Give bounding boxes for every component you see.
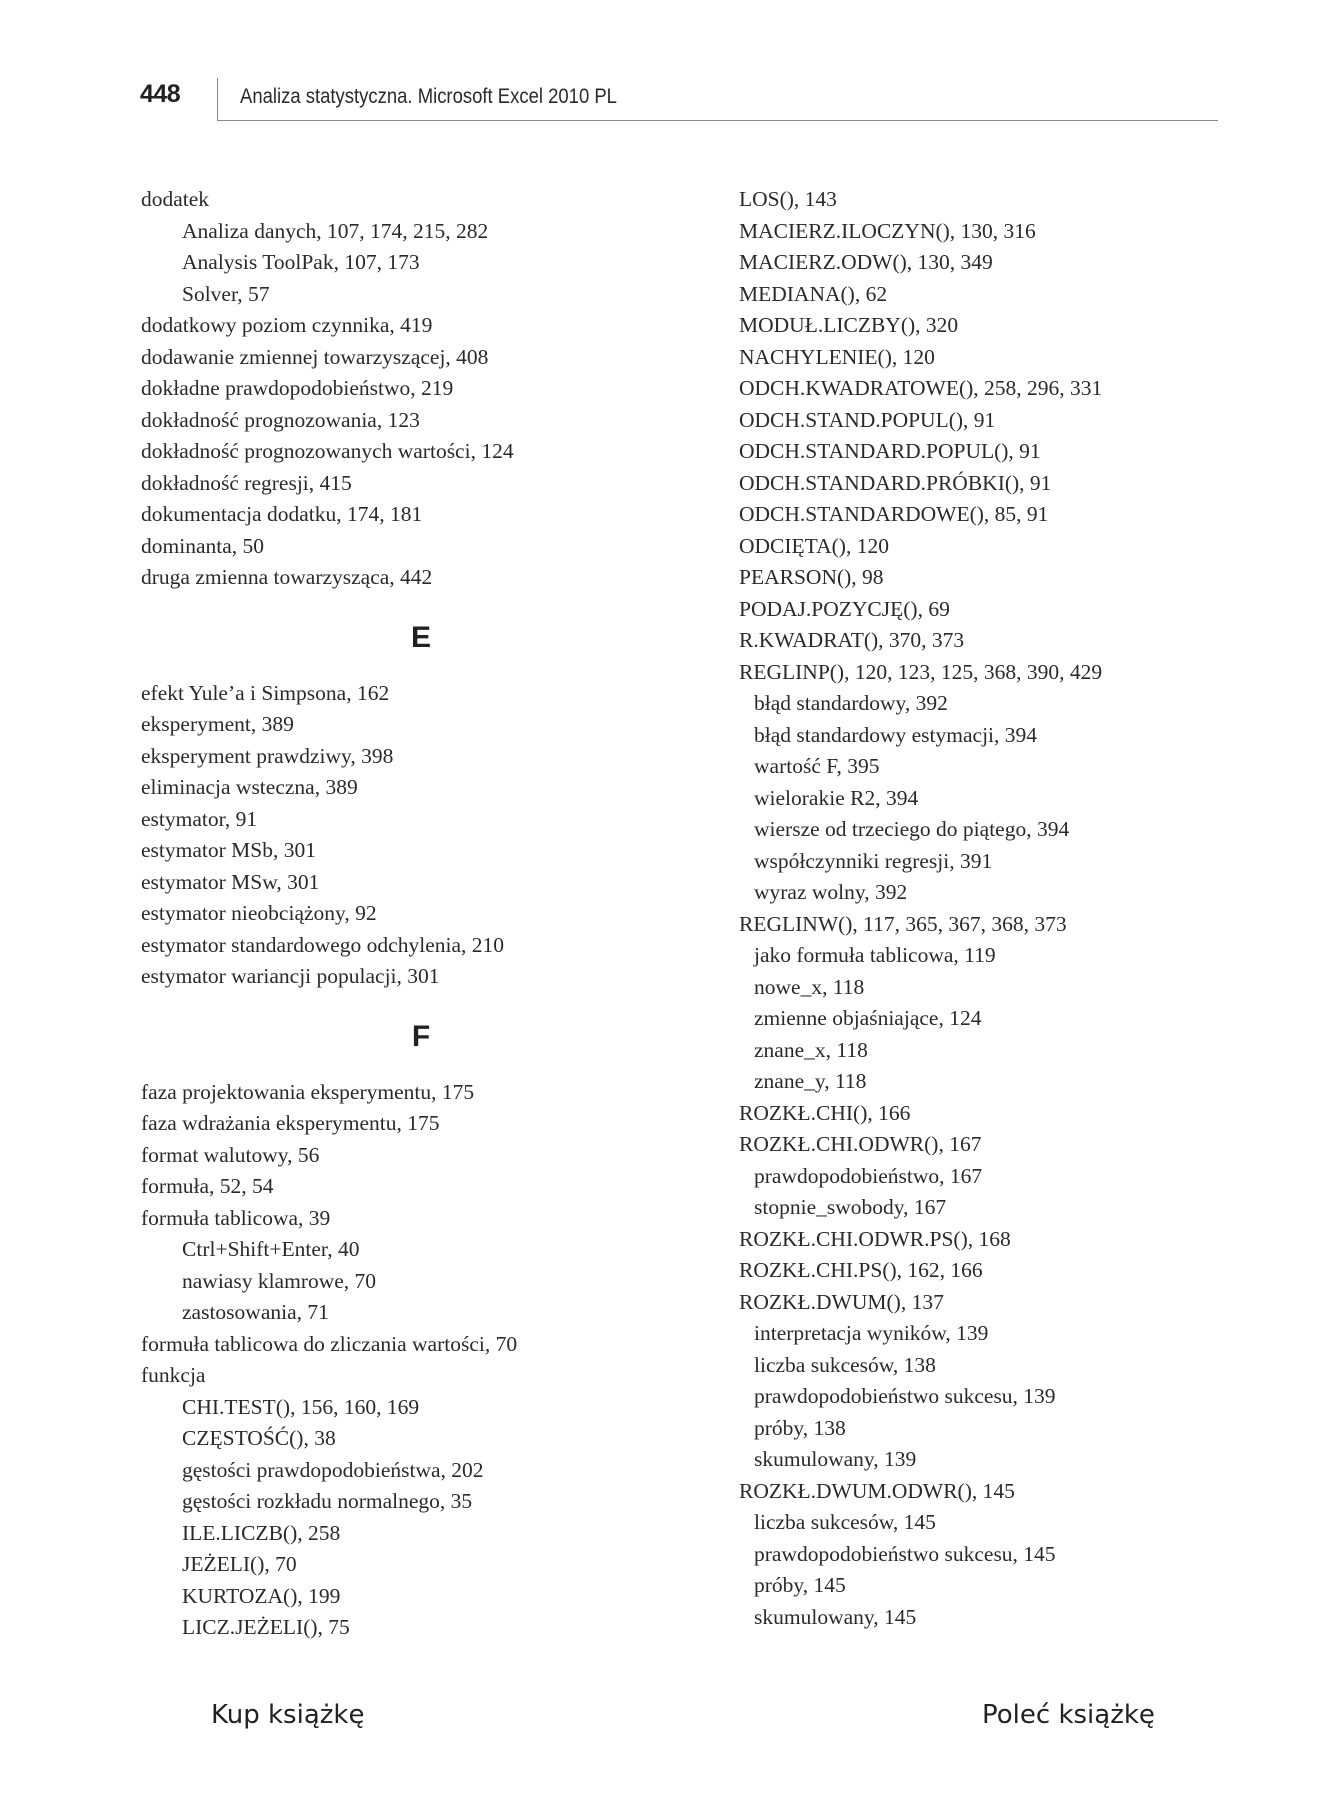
index-subentry: Analiza danych, 107, 174, 215, 282 xyxy=(182,218,489,243)
index-subentry: stopnie_swobody, 167 xyxy=(754,1195,947,1219)
index-entry: dokładność regresji, 415 xyxy=(141,470,352,495)
index-entry: ROZKŁ.CHI(), 166 xyxy=(739,1100,911,1125)
index-subentry: skumulowany, 139 xyxy=(754,1447,917,1471)
index-subentry: wartość F, 395 xyxy=(754,754,880,778)
index-entry: ROZKŁ.CHI.ODWR(), 167 xyxy=(739,1132,982,1156)
index-column-left xyxy=(141,184,701,1644)
index-entry: MODUŁ.LICZBY(), 320 xyxy=(739,313,959,337)
index-entry: ODCH.STAND.POPUL(), 91 xyxy=(739,407,996,432)
index-entry: druga zmienna towarzysząca, 442 xyxy=(141,565,433,589)
index-subentry: CHI.TEST(), 156, 160, 169 xyxy=(182,1394,420,1419)
index-entry: MACIERZ.ILOCZYN(), 130, 316 xyxy=(739,218,1036,243)
index-subentry: ILE.LICZB(), 258 xyxy=(182,1520,341,1545)
header-divider-vertical xyxy=(217,78,218,120)
section-letter-f: F xyxy=(411,1019,431,1053)
index-entry: ROZKŁ.CHI.ODWR.PS(), 168 xyxy=(739,1226,1011,1251)
index-subentry: Solver, 57 xyxy=(182,281,270,306)
index-entry: PODAJ.POZYCJĘ(), 69 xyxy=(739,596,950,621)
index-subentry: zmienne objaśniające, 124 xyxy=(754,1006,982,1030)
index-entry: MEDIANA(), 62 xyxy=(739,281,888,306)
index-entry: REGLINP(), 120, 123, 125, 368, 390, 429 xyxy=(739,659,1103,684)
buy-book-link[interactable]: Kup książkę xyxy=(211,1700,365,1730)
index-entry: ODCIĘTA(), 120 xyxy=(739,533,889,558)
index-entry: LOS(), 143 xyxy=(739,187,837,211)
index-subentry: interpretacja wyników, 139 xyxy=(754,1321,989,1345)
index-column-right xyxy=(739,184,1259,1633)
index-entry: PEARSON(), 98 xyxy=(739,565,884,589)
index-entry: dokładność prognozowanych wartości, 124 xyxy=(141,439,514,463)
index-subentry: wielorakie R2, 394 xyxy=(754,785,919,810)
index-subentry: liczba sukcesów, 138 xyxy=(754,1352,936,1377)
index-subentry: wyraz wolny, 392 xyxy=(754,880,908,904)
index-entry: funkcja xyxy=(141,1363,206,1387)
index-entry: ROZKŁ.DWUM.ODWR(), 145 xyxy=(739,1478,1015,1503)
index-entry: dominanta, 50 xyxy=(141,533,265,558)
index-entry: ROZKŁ.CHI.PS(), 162, 166 xyxy=(739,1258,983,1282)
index-entry: estymator MSb, 301 xyxy=(141,838,316,862)
index-entry: ROZKŁ.DWUM(), 137 xyxy=(739,1289,944,1314)
index-entry: dodawanie zmiennej towarzyszącej, 408 xyxy=(141,344,489,369)
index-subentry: błąd standardowy estymacji, 394 xyxy=(754,722,1038,747)
page-header xyxy=(0,0,1339,130)
index-subentry: prawdopodobieństwo, 167 xyxy=(754,1163,983,1188)
index-entry: estymator wariancji populacji, 301 xyxy=(141,964,440,988)
index-entry: formuła, 52, 54 xyxy=(141,1174,274,1198)
index-entry: formuła tablicowa, 39 xyxy=(141,1205,331,1230)
index-entry: faza wdrażania eksperymentu, 175 xyxy=(141,1111,440,1135)
index-subentry: znane_y, 118 xyxy=(754,1069,867,1093)
index-entry: ODCH.STANDARD.PRÓBKI(), 91 xyxy=(739,470,1052,495)
recommend-book-link[interactable]: Poleć książkę xyxy=(982,1700,1155,1730)
page-number: 448 xyxy=(140,80,181,108)
index-subentry: wiersze od trzeciego do piątego, 394 xyxy=(754,817,1070,841)
index-entry: ODCH.STANDARD.POPUL(), 91 xyxy=(739,439,1041,463)
index-entry: format walutowy, 56 xyxy=(141,1142,320,1167)
section-letter-e: E xyxy=(410,620,431,654)
index-subentry: gęstości prawdopodobieństwa, 202 xyxy=(182,1457,484,1482)
index-group-e xyxy=(141,678,701,993)
index-subentry: liczba sukcesów, 145 xyxy=(754,1510,936,1534)
index-subentry: CZĘSTOŚĆ(), 38 xyxy=(182,1426,336,1450)
index-subentry: LICZ.JEŻELI(), 75 xyxy=(182,1615,350,1639)
index-subentry: JEŻELI(), 70 xyxy=(182,1552,297,1576)
index-entry: dokumentacja dodatku, 174, 181 xyxy=(141,502,423,526)
index-subentry: skumulowany, 145 xyxy=(754,1604,917,1629)
index-entry: formuła tablicowa do zliczania wartości, 70 xyxy=(141,1331,518,1356)
index-subentry: prawdopodobieństwo sukcesu, 139 xyxy=(754,1384,1056,1408)
index-subentry: nowe_x, 118 xyxy=(754,974,865,999)
index-entry: faza projektowania eksperymentu, 175 xyxy=(141,1079,475,1104)
index-subentry: zastosowania, 71 xyxy=(182,1300,329,1324)
index-entry: ODCH.STANDARDOWE(), 85, 91 xyxy=(739,502,1049,526)
index-entry: eksperyment prawdziwy, 398 xyxy=(141,743,394,768)
index-group-f xyxy=(141,1077,701,1644)
index-entry: dodatkowy poziom czynnika, 419 xyxy=(141,313,433,337)
index-entry: dokładne prawdopodobieństwo, 219 xyxy=(141,376,454,400)
index-entry: efekt Yule’a i Simpsona, 162 xyxy=(141,680,390,705)
index-subentry: Ctrl+Shift+Enter, 40 xyxy=(182,1237,360,1261)
index-entry: ODCH.KWADRATOWE(), 258, 296, 331 xyxy=(739,376,1103,400)
index-entry: estymator, 91 xyxy=(141,806,258,831)
index-entry: eliminacja wsteczna, 389 xyxy=(141,775,358,799)
running-title: Analiza statystyczna. Microsoft Excel 2010 PL xyxy=(240,85,617,108)
index-group-right xyxy=(739,184,1259,1633)
index-subentry: prawdopodobieństwo sukcesu, 145 xyxy=(754,1541,1056,1566)
index-entry: REGLINW(), 117, 365, 367, 368, 373 xyxy=(739,911,1067,936)
index-entry: estymator MSw, 301 xyxy=(141,869,320,894)
index-subentry: błąd standardowy, 392 xyxy=(754,691,948,715)
index-subentry: Analysis ToolPak, 107, 173 xyxy=(182,250,420,274)
index-group-d xyxy=(141,184,701,594)
index-entry: MACIERZ.ODW(), 130, 349 xyxy=(739,250,993,274)
index-entry: dodatek xyxy=(141,187,210,211)
index-subentry: KURTOZA(), 199 xyxy=(182,1583,341,1608)
index-subentry: próby, 138 xyxy=(754,1415,846,1440)
index-entry: NACHYLENIE(), 120 xyxy=(739,344,935,369)
index-subentry: współczynniki regresji, 391 xyxy=(754,848,993,873)
index-subentry: próby, 145 xyxy=(754,1573,846,1597)
index-subentry: gęstości rozkładu normalnego, 35 xyxy=(182,1489,473,1513)
index-subentry: jako formuła tablicowa, 119 xyxy=(754,943,996,967)
header-divider-horizontal xyxy=(217,120,1218,121)
index-entry: eksperyment, 389 xyxy=(141,712,294,736)
index-entry: dokładność prognozowania, 123 xyxy=(141,407,420,432)
index-subentry: nawiasy klamrowe, 70 xyxy=(182,1268,377,1293)
index-subentry: znane_x, 118 xyxy=(754,1037,868,1062)
index-entry: estymator standardowego odchylenia, 210 xyxy=(141,932,505,957)
index-entry: R.KWADRAT(), 370, 373 xyxy=(739,628,965,652)
index-entry: estymator nieobciążony, 92 xyxy=(141,901,377,925)
